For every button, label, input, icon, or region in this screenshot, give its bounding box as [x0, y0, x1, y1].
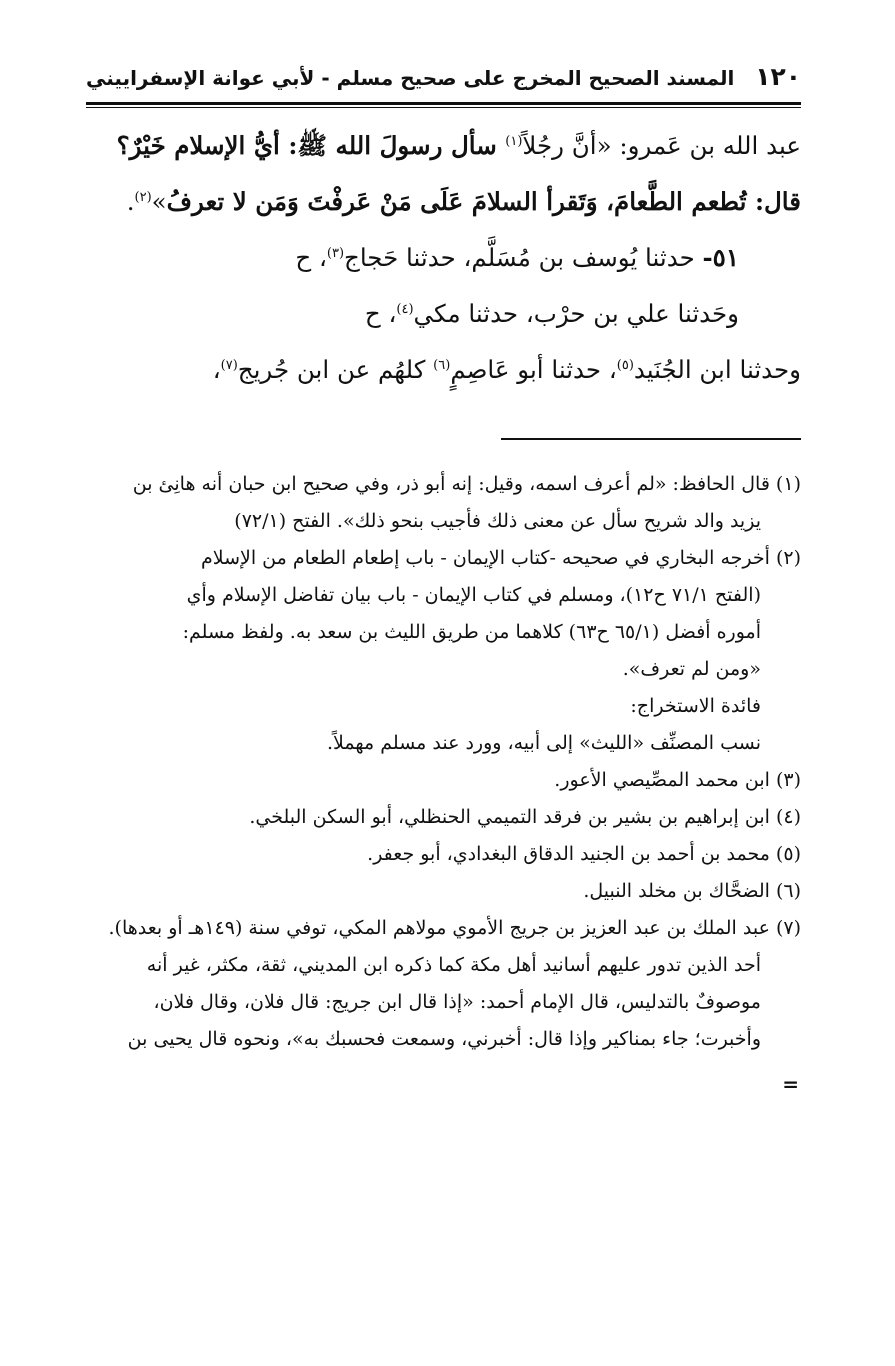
- main-line-1-bold: سأل رسولَ الله ﷺ: أيُّ الإسلام خَيْرٌ؟: [116, 131, 506, 160]
- footnote-separator: [501, 438, 801, 440]
- footnote-ref-6: (٦): [433, 357, 451, 373]
- footnote-line: (٧) عبد الملك بن عبد العزيز بن جريج الأموي مولاهم المكي، توفي سنة (١٤٩هـ أو بعدها).: [108, 917, 801, 939]
- footnote-ref-4: (٤): [396, 301, 414, 317]
- hadith-number: ٥١-: [702, 243, 739, 272]
- running-header: [86, 62, 801, 98]
- footnote-ref-5: (٥): [616, 357, 634, 373]
- header-rule: [86, 102, 801, 105]
- continuation-mark: =: [782, 1072, 799, 1096]
- main-line-3-text-b: ، ح: [295, 243, 327, 272]
- footnote-line: فائدة الاستخراج:: [630, 695, 761, 717]
- main-line-5-text-a: وحدثنا ابن الجُنَيد: [633, 355, 801, 384]
- main-line-2-end: .: [126, 187, 135, 216]
- main-line-2: [86, 174, 801, 230]
- running-title: المسند الصحيح المخرج على صحيح مسلم - لأبي عوانة الإسفراييني: [86, 66, 735, 90]
- main-line-5-text-b: ، حدثنا أبو عَاصِمٍ: [450, 355, 617, 384]
- footnote-ref-2: (٢): [134, 189, 152, 205]
- footnote-ref-7: (٧): [220, 357, 238, 373]
- main-line-4-text-b: ، ح: [364, 299, 397, 328]
- footnotes: [86, 466, 801, 1103]
- footnote-line: (٤) ابن إبراهيم بن بشير بن فرقد التميمي الحنظلي، أبو السكن البلخي.: [249, 806, 801, 828]
- main-line-5: [86, 342, 801, 398]
- main-line-5-text-c: كلهُم عن ابن جُريج: [237, 355, 434, 384]
- footnote-line: يزيد والد شريح سأل عن معنى ذلك فأجيب بنحو ذلك». الفتح (٧٢/١): [234, 510, 761, 532]
- main-text: [86, 118, 801, 398]
- document-page: [86, 62, 801, 1103]
- footnote-line: أحد الذين تدور عليهم أسانيد أهل مكة كما ذكره ابن المديني، ثقة، مكثر، غير أنه: [146, 954, 761, 976]
- footnote-line: (١) قال الحافظ: «لم أعرف اسمه، وقيل: إنه أبو ذر، وفي صحيح ابن حبان أنه هانِئ بن: [132, 473, 801, 495]
- footnote-line: (٥) محمد بن أحمد بن الجنيد الدقاق البغدادي، أبو جعفر.: [367, 843, 801, 865]
- main-line-3: [86, 230, 801, 286]
- main-line-4-text-a: وحَدثنا علي بن حرْب، حدثنا مكي: [413, 299, 739, 328]
- footnote-line: «ومن لم تعرف».: [622, 658, 761, 680]
- footnote-line: (٣) ابن محمد المصِّيصي الأعور.: [554, 769, 801, 791]
- footnote-line: وأخبرت؛ جاء بمناكير وإذا قال: أخبرني، وسمعت فحسبك به»، ونحوه قال يحيى بن: [127, 1028, 761, 1050]
- footnote-ref-3: (٣): [326, 245, 345, 261]
- footnote-line: موصوفٌ بالتدليس، قال الإمام أحمد: «إذا قال ابن جريج: قال فلان، وقال فلان،: [153, 991, 761, 1013]
- main-line-2-bold: قال: تُطعم الطَّعامَ، وَتَقرأ السلامَ عَلَى مَنْ عَرفْتَ وَمَن لا تعرفُ: [166, 187, 801, 216]
- footnote-line: (الفتح ٧١/١ ح١٢)، ومسلم في كتاب الإيمان - باب بيان تفاضل الإسلام وأي: [186, 584, 761, 606]
- footnote-line: نسب المصنِّف «الليث» إلى أبيه، وورد عند مسلم مهملاً.: [326, 732, 761, 754]
- footnote-line: (٢) أخرجه البخاري في صحيحه -كتاب الإيمان - باب إطعام الطعام من الإسلام: [200, 547, 801, 569]
- main-line-2-close-quote: »: [151, 187, 167, 216]
- main-line-3-text-a: حدثنا يُوسف بن مُسَلَّم، حدثنا حَجاج: [344, 243, 703, 272]
- footnote-line: أموره أفضل (٦٥/١ ح٦٣) كلاهما من طريق الليث بن سعد به. ولفظ مسلم:: [182, 621, 761, 643]
- footnote-ref-1: (١): [505, 133, 523, 149]
- page-number: ١٢٠: [755, 62, 801, 91]
- main-line-1-text: عبد الله بن عَمرو: «أنَّ رجُلاً: [522, 131, 801, 160]
- header-rule-thin: [86, 107, 801, 108]
- main-line-1: [86, 118, 801, 174]
- main-line-4: [86, 286, 801, 342]
- footnote-line: (٦) الضحَّاك بن مخلد النبيل.: [583, 880, 801, 902]
- main-line-5-text-d: ،: [212, 355, 221, 384]
